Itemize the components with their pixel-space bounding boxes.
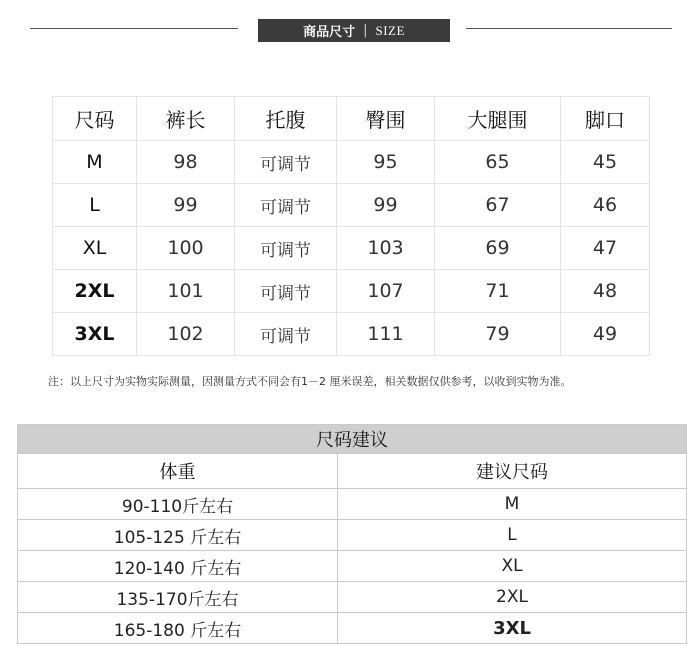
table-cell: 111: [337, 313, 435, 356]
table-cell: 46: [561, 184, 650, 227]
suggested-size-cell: 3XL: [338, 613, 687, 644]
table-cell: 79: [435, 313, 561, 356]
header-separator: |: [363, 23, 368, 38]
table-cell: 可调节: [235, 184, 337, 227]
table-row: [53, 270, 650, 313]
table-cell: L: [53, 184, 137, 227]
table-cell: 99: [337, 184, 435, 227]
table-cell: 99: [137, 184, 235, 227]
recommendation-title: 尺码建议: [18, 425, 687, 454]
table-cell: 95: [337, 141, 435, 184]
header-title-en: SIZE: [375, 22, 405, 38]
recommendation-title-row: [18, 425, 687, 454]
header-title-cn: 商品尺寸: [303, 25, 356, 40]
table-cell: 103: [337, 227, 435, 270]
table-cell: 47: [561, 227, 650, 270]
table-cell: 2XL: [53, 270, 137, 313]
table-row: [18, 520, 687, 551]
size-recommendation-table: [17, 424, 687, 644]
table-cell: 101: [137, 270, 235, 313]
column-header-hem: 脚口: [561, 97, 650, 141]
table-cell: 65: [435, 141, 561, 184]
weight-cell: 165-180 斤左右: [18, 613, 338, 644]
table-cell: M: [53, 141, 137, 184]
column-header-thigh: 大腿围: [435, 97, 561, 141]
suggested-size-cell: XL: [338, 551, 687, 582]
table-row: [18, 489, 687, 520]
weight-cell: 135-170斤左右: [18, 582, 338, 613]
weight-cell: 90-110斤左右: [18, 489, 338, 520]
table-row: [18, 613, 687, 644]
weight-cell: 105-125 斤左右: [18, 520, 338, 551]
table-cell: 69: [435, 227, 561, 270]
weight-cell: 120-140 斤左右: [18, 551, 338, 582]
table-row: [53, 313, 650, 356]
suggested-size-cell: L: [338, 520, 687, 551]
table-row: [53, 184, 650, 227]
suggested-size-cell: 2XL: [338, 582, 687, 613]
suggested-size-cell: M: [338, 489, 687, 520]
table-cell: 45: [561, 141, 650, 184]
table-row: [53, 227, 650, 270]
recommendation-header-row: [18, 454, 687, 489]
column-header-suggested-size: 建议尺码: [338, 454, 687, 489]
table-cell: 49: [561, 313, 650, 356]
table-cell: 48: [561, 270, 650, 313]
table-cell: 3XL: [53, 313, 137, 356]
table-cell: 可调节: [235, 313, 337, 356]
measurement-note: 注：以上尺寸为实物实际测量，因测量方式不同会有1－2 厘米误差，相关数据仅供参考，以收到实物为准。: [48, 375, 572, 388]
table-cell: 可调节: [235, 141, 337, 184]
column-header-belly: 托腹: [235, 97, 337, 141]
table-cell: 67: [435, 184, 561, 227]
table-row: [18, 551, 687, 582]
table-cell: 107: [337, 270, 435, 313]
column-header-weight: 体重: [18, 454, 338, 489]
table-cell: 100: [137, 227, 235, 270]
header-divider-left: [30, 28, 238, 29]
section-header: [258, 19, 450, 42]
table-row: [53, 141, 650, 184]
header-divider-right: [466, 28, 672, 29]
table-row: [18, 582, 687, 613]
size-table: [52, 96, 650, 356]
column-header-size: 尺码: [53, 97, 137, 141]
column-header-length: 裤长: [137, 97, 235, 141]
column-header-hip: 臀围: [337, 97, 435, 141]
table-cell: 71: [435, 270, 561, 313]
table-cell: 102: [137, 313, 235, 356]
size-table-header-row: [53, 97, 650, 141]
table-cell: 可调节: [235, 227, 337, 270]
table-cell: XL: [53, 227, 137, 270]
table-cell: 可调节: [235, 270, 337, 313]
table-cell: 98: [137, 141, 235, 184]
